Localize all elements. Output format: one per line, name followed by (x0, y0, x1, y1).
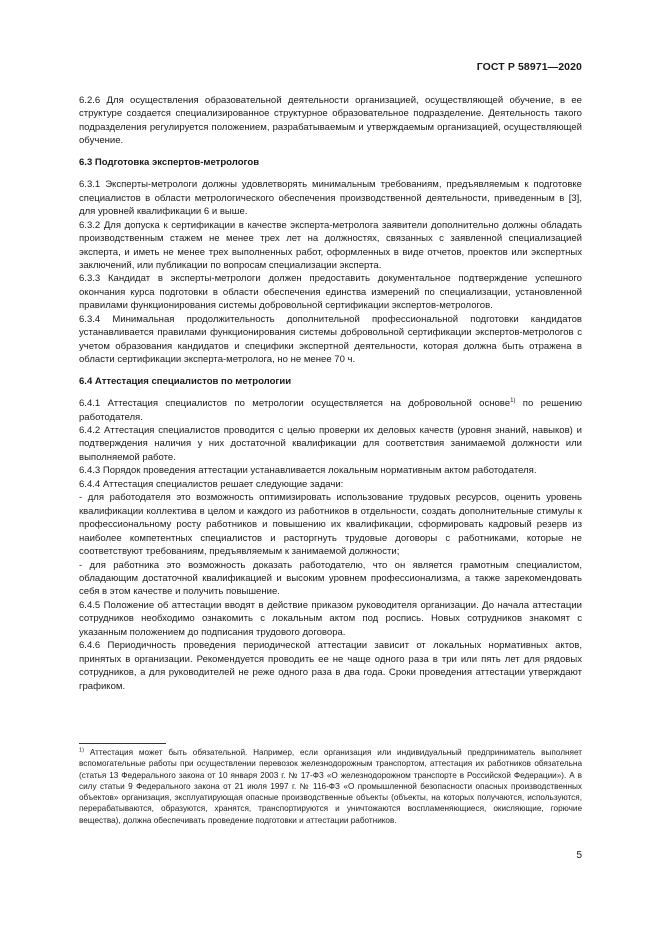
paragraph-6-3-4: 6.3.4 Минимальная продолжительность дополнительной профессиональной подготовки кандидатов устанавливается правилами функционирования системы добровольной сертификации экспертов-метрологов с учетом образования кандидатов и специфики экспертной деятельности, которая должна быть отражена в области сертификации эксперта-метролога, но не менее 70 ч. (79, 313, 582, 366)
paragraph-6-2-6: 6.2.6 Для осуществления образовательной деятельности организацией, осуществляющей обучение, в ее структуре создается специализированное структурное образовательное подразделение. Деятельность такого подразделения регулируется положением, разрабатываемым и утверждаемым организацией, осуществляющей обучение. (79, 95, 582, 147)
paragraph-6-3-3: 6.3.3 Кандидат в эксперты-метрологи должен предоставить документальное подтверждение успешного окончания курса подготовки в области обеспечения единства измерений по специализации, установленной правилами функционирования системы добровольной сертификации экспертов-метрологов. (79, 273, 582, 312)
paragraph-6-4-1-text: 6.4.1 Аттестация специалистов по метрологии осуществляется на добровольной основе (79, 398, 511, 410)
paragraph-6-4-1 (79, 397, 582, 424)
paragraph-6-4-4: 6.4.4 Аттестация специалистов решает следующие задачи: (79, 478, 344, 490)
document-id-header: ГОСТ Р 58971—2020 (476, 61, 582, 73)
paragraph-6-3-1: 6.3.1 Эксперты-метрологи должны удовлетворять минимальным требованиям, предъявляемым к подготовке специалистов в области метрологического обеспечения производственной деятельности, приведенным в [3], для уровней квалификации 6 и выше. (79, 179, 582, 218)
paragraph-6-4-1-tail: по решению работодателя. (79, 398, 582, 423)
list-item-employer: - для работодателя это возможность оптимизировать использование трудовых ресурсов, оценить уровень квалификации коллектива в целом и каждого из работников в отдельности, создать дополнительные стимулы к профессиональному росту работников и повышению их квалификации, сформировать кадровый резерв из наиболее компетентных специалистов и расторгнуть трудовые договоры с работниками, которые не соответствуют требованиям, предъявляемым к занимаемой должности; (79, 492, 582, 558)
paragraph-6-4-5: 6.4.5 Положение об аттестации вводят в действие приказом руководителя организации. До начала аттестации сотрудников необходимо ознакомить с локальным актом под роспись. Новых сотрудников знакомят с указанным положением до подписания трудового договора. (79, 599, 582, 638)
footnote (79, 747, 582, 826)
footnote-separator (79, 743, 166, 744)
footnote-mark: 1) (79, 747, 84, 754)
footnote-reference: 1) (510, 397, 516, 404)
document-body (79, 94, 582, 693)
paragraph-6-4-6: 6.4.6 Периодичность проведения периодической аттестации зависит от локальных нормативных актов, принятых в организации. Рекомендуется проводить ее не чаще одного раза в три или пять лет для рядовых сотрудников, а для руководителей не реже одного раза в два года. Сроки проведения аттестации утверждают графиком. (79, 640, 582, 692)
footnote-text: Аттестация может быть обязательной. Например, если организация или индивидуальный предприниматель выполняет вспомогательные работы при осуществлении перевозок железнодорожным транспортом, аттестация их работников обязательна (статья 13 Федерального закона от 10 января 2003 г. № 17-ФЗ «О железнодорожном транспорте в Российской Федерации»). А в силу статьи 9 Федерального закона от 21 июля 1997 г. № 116-ФЗ «О промышленной безопасности опасных производственных объектов» организация, эксплуатирующая опасные производственные объекты (объекты, на которых получаются, используются, перерабатываются, образуются, хранятся, транспортируются и уничтожаются воспламеняющиеся, окисляющие, горючие вещества), должна обеспечивать проведение подготовки и аттестации работников. (79, 748, 582, 825)
paragraph-6-4-2: 6.4.2 Аттестация специалистов проводится с целью проверки их деловых качеств (уровня знаний, навыков) и подтверждения наличия у них достаточной квалификации для соответствия занимаемой должности или выполняемой работе. (79, 424, 582, 463)
page-number: 5 (576, 850, 582, 861)
paragraph-6-4-3: 6.4.3 Порядок проведения аттестации устанавливается локальным нормативным актом работодателя. (79, 465, 537, 477)
paragraph-6-3-2: 6.3.2 Для допуска к сертификации в качестве эксперта-метролога заявители дополнительно должны обладать производственным стажем не менее трех лет на должностях, связанных с заявленной специализацией эксперта, и иметь не менее трех выполненных работ, оформленных в виде отчетов, проектов или экспертных заключений, или публикации по вопросам специализации эксперта. (79, 219, 582, 271)
section-heading-6-3: 6.3 Подготовка экспертов-метрологов (79, 156, 260, 168)
list-item-employee: - для работника это возможность доказать работодателю, что он является грамотным специалистом, обладающим достаточной квалификацией и высоким уровнем профессионализма, а также зарекомендовать себя в этом качестве и получить повышение. (79, 559, 582, 598)
section-heading-6-4: 6.4 Аттестация специалистов по метрологии (79, 375, 292, 387)
